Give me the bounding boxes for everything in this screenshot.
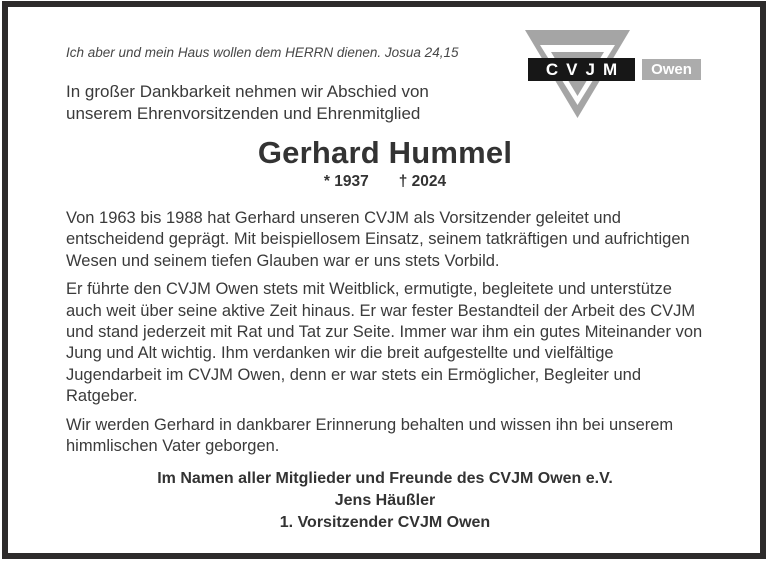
signer-name: Jens Häußler [334,492,436,510]
intro-line-2: unserem Ehrenvorsitzenden und Ehrenmitglied [66,104,421,123]
intro-line-1: In großer Dankbarkeit nehmen wir Abschied von [66,82,429,101]
signer-title: 1. Vorsitzender CVJM Owen [279,514,491,532]
closing-signature [66,468,704,534]
birth-year: * 1937 [323,173,369,190]
obituary-body [66,208,704,457]
obituary-paragraph-1: Von 1963 bis 1988 hat Gerhard unseren CVJM als Vorsitzender geleitet und entscheidend geprägt. Mit beispiellosem Einsatz, seinem tatkräftigen und aufrichtigen Wesen und seinem tiefen Glauben war er uns stets Vorbild. [66,209,690,270]
bible-quote: Ich aber und mein Haus wollen dem HERRN dienen. Josua 24,15 [66,45,459,60]
cvjm-logo-acronym: CVJM [528,58,635,81]
obituary-paragraph-2: Er führte den CVJM Owen stets mit Weitblick, ermutigte, begleitete und unterstütze auch weit über seine aktive Zeit hinaus. Er war fester Bestandteil der Arbeit des CVJM und stand jederzeit mit Rat und Tat zur Seite. Immer war ihm ein gutes Miteinander von Jung und Alt wichtig. Ihm verdanken wir die breit aufgestellte und vielfältige Jugendarbeit im CVJM Owen, denn er war stets ein Ermöglicher, Begleiter und Ratgeber. [66,280,703,406]
deceased-name: Gerhard Hummel [257,135,513,170]
death-year: † 2024 [398,173,447,190]
notice-frame [2,1,766,559]
obituary-content [8,7,760,553]
obituary-paragraph-3: Wir werden Gerhard in dankbarer Erinnerung behalten und wissen ihn bei unserem himmlischen Vater geborgen. [66,415,674,456]
intro-text [66,81,526,125]
cvjm-logo-location: Owen [642,59,701,80]
closing-org-line: Im Namen aller Mitglieder und Freunde des CVJM Owen e.V. [157,470,613,488]
life-dates [66,173,704,191]
